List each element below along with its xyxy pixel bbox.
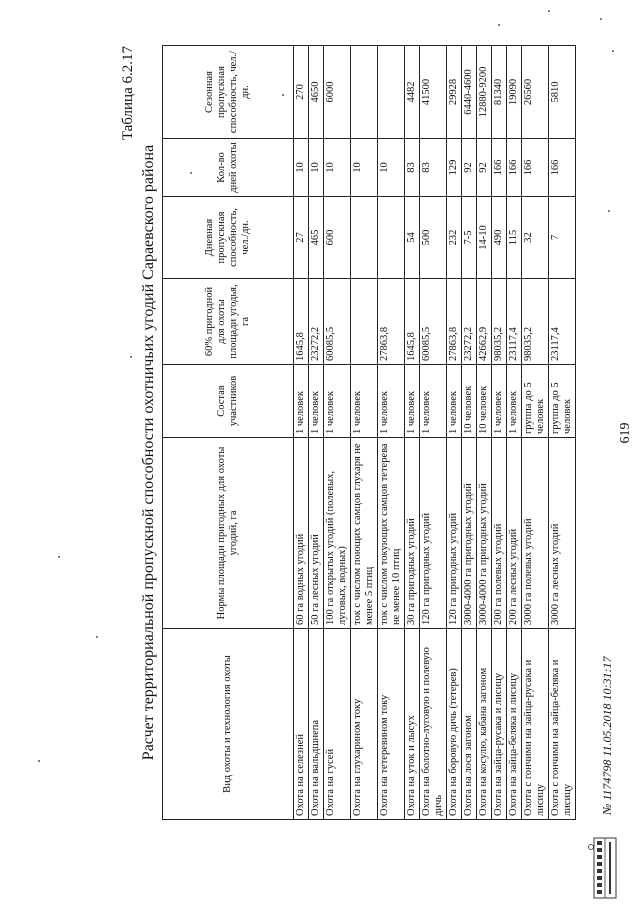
cell-season-capacity: 6440-4600 (462, 46, 477, 139)
cell-days: 10 (351, 139, 378, 197)
cell-hunt-type: Охота на зайца-беляка и лисицу (507, 629, 522, 820)
page-number: 619 (618, 422, 633, 444)
scan-speck (38, 760, 40, 762)
scan-speck (190, 172, 192, 174)
cell-daily-capacity (351, 197, 378, 279)
cell-daily-capacity: 27 (294, 197, 309, 279)
table-row (351, 46, 378, 820)
cell-hunt-type: Охота на болотно-луговую и полевую дичь (420, 629, 447, 820)
cell-area-60: 1645,8 (405, 279, 420, 365)
cell-participants: 1 человек (378, 365, 405, 438)
cell-area-60: 27863,8 (447, 279, 462, 365)
table-row (378, 46, 405, 820)
cell-daily-capacity: 7-5 (462, 197, 477, 279)
cell-area-60 (351, 279, 378, 365)
cell-days: 10 (324, 139, 351, 197)
scan-speck (130, 356, 132, 358)
cell-area-60: 23272,2 (462, 279, 477, 365)
scan-speck (498, 24, 500, 26)
cell-season-capacity: 4650 (309, 46, 324, 139)
cell-area-norm: 3000-4000 га пригодных угодий (462, 438, 477, 629)
cell-daily-capacity: 490 (492, 197, 507, 279)
cell-daily-capacity (378, 197, 405, 279)
cell-area-norm: 50 га лесных угодий (309, 438, 324, 629)
scan-speck (612, 50, 614, 52)
cell-area-norm: 200 га лесных угодий (507, 438, 522, 629)
document-footer: № 1174798 11.05.2018 10:31:17 (600, 656, 614, 815)
cell-season-capacity (351, 46, 378, 139)
cell-hunt-type: Охота на вальдшнепа (309, 629, 324, 820)
cell-days: 92 (477, 139, 492, 197)
cell-days: 166 (522, 139, 549, 197)
cell-participants: 1 человек (294, 365, 309, 438)
cell-hunt-type: Охота с гончими на зайца-беляка и лисицу (549, 629, 576, 820)
cell-days: 129 (447, 139, 462, 197)
cell-area-norm: 3000-4000 га пригодных угодий (477, 438, 492, 629)
cell-hunt-type: Охота на косулю, кабана загоном (477, 629, 492, 820)
cell-area-60: 60085,5 (420, 279, 447, 365)
table-row (549, 46, 576, 820)
cell-area-60: 42662,9 (477, 279, 492, 365)
scan-speck (548, 10, 550, 12)
cell-daily-capacity: 500 (420, 197, 447, 279)
capacity-table (162, 45, 576, 820)
cell-days: 166 (549, 139, 576, 197)
cell-daily-capacity: 465 (309, 197, 324, 279)
cell-season-capacity: 29928 (447, 46, 462, 139)
cell-season-capacity: 19090 (507, 46, 522, 139)
cell-hunt-type: Охота на глухарином току (351, 629, 378, 820)
table-row (420, 46, 447, 820)
table-body (294, 46, 576, 820)
header-area-norm: Нормы площади пригодных для охоты угодий, га (163, 438, 294, 629)
table-row (447, 46, 462, 820)
cell-area-60: 60085,5 (324, 279, 351, 365)
cell-days: 92 (462, 139, 477, 197)
cell-participants: 1 человек (447, 365, 462, 438)
cell-area-norm: 60 га водных угодий (294, 438, 309, 629)
cell-hunt-type: Охота с гончими на зайца-русака и лисицу (522, 629, 549, 820)
header-days: Кол-во дней охоты (163, 139, 294, 197)
cell-season-capacity: 81340 (492, 46, 507, 139)
cell-days: 83 (420, 139, 447, 197)
cell-daily-capacity: 7 (549, 197, 576, 279)
cell-participants: группа до 5 человек (549, 365, 576, 438)
cell-daily-capacity: 32 (522, 197, 549, 279)
scan-speck (96, 636, 98, 638)
cell-hunt-type: Охота на тетеревином току (378, 629, 405, 820)
table-row (405, 46, 420, 820)
cell-participants: группа до 5 человек (522, 365, 549, 438)
cell-area-norm: 100 га открытых угодий (полевых, луговых, водных) (324, 438, 351, 629)
cell-participants: 1 человек (507, 365, 522, 438)
cell-area-60: 1645,8 (294, 279, 309, 365)
cell-area-norm: ток с числом поющих самцов глухаря не менее 5 птиц (351, 438, 378, 629)
table-row (492, 46, 507, 820)
cell-season-capacity: 12880-9200 (477, 46, 492, 139)
cell-hunt-type: Охота на селезней (294, 629, 309, 820)
cell-season-capacity: 4482 (405, 46, 420, 139)
cell-area-60: 23272,2 (309, 279, 324, 365)
scan-speck (600, 18, 602, 20)
cell-participants: 1 человек (324, 365, 351, 438)
cell-days: 10 (294, 139, 309, 197)
cell-participants: 10 человек (477, 365, 492, 438)
cell-season-capacity: 5810 (549, 46, 576, 139)
cell-daily-capacity: 54 (405, 197, 420, 279)
table-row (507, 46, 522, 820)
cell-daily-capacity: 115 (507, 197, 522, 279)
cell-area-norm: 3000 га лесных угодий (549, 438, 576, 629)
cell-hunt-type: Охота на лося загоном (462, 629, 477, 820)
cell-hunt-type: Охота на зайца-русака и лисицу (492, 629, 507, 820)
document-title: Расчет территориальной пропускной способности охотничьих угодий Сараевского района (140, 144, 157, 761)
cell-days: 10 (309, 139, 324, 197)
cell-area-60: 27863,8 (378, 279, 405, 365)
header-daily-capacity: Дневная пропускная способность, чел./дн. (163, 197, 294, 279)
cell-season-capacity: 270 (294, 46, 309, 139)
cell-hunt-type: Охота на гусей (324, 629, 351, 820)
header-hunt-type: Вид охоты и технология охоты (163, 629, 294, 820)
cell-participants: 10 человек (462, 365, 477, 438)
cell-season-capacity (378, 46, 405, 139)
scan-speck (608, 210, 610, 212)
header-participants: Состав участников (163, 365, 294, 438)
cell-hunt-type: Охота на уток и лысух (405, 629, 420, 820)
cell-area-norm: 120 га пригодных угодий (447, 438, 462, 629)
table-row (477, 46, 492, 820)
cell-participants: 1 человек (492, 365, 507, 438)
header-area-60: 60% пригодной для охоты площади угодья, га (163, 279, 294, 365)
cell-daily-capacity: 600 (324, 197, 351, 279)
table-row (294, 46, 309, 820)
cell-daily-capacity: 14-10 (477, 197, 492, 279)
cell-days: 10 (378, 139, 405, 197)
cell-days: 166 (492, 139, 507, 197)
scan-speck (58, 556, 60, 558)
stamp-logo (588, 837, 622, 899)
cell-area-norm: 30 га пригодных угодий (405, 438, 420, 629)
cell-area-norm: ток с числом токующих самцов тетерева не менее 10 птиц (378, 438, 405, 629)
cell-area-60: 98035,2 (492, 279, 507, 365)
table-header-row (163, 46, 294, 820)
cell-area-60: 23117,4 (507, 279, 522, 365)
cell-days: 83 (405, 139, 420, 197)
cell-participants: 1 человек (351, 365, 378, 438)
cell-season-capacity: 6000 (324, 46, 351, 139)
cell-participants: 1 человек (309, 365, 324, 438)
cell-area-60: 98035,2 (522, 279, 549, 365)
table-row (462, 46, 477, 820)
cell-area-60: 23117,4 (549, 279, 576, 365)
cell-hunt-type: Охота на боровую дичь (тетерев) (447, 629, 462, 820)
cell-days: 166 (507, 139, 522, 197)
cell-area-norm: 3000 га полевых угодий (522, 438, 549, 629)
cell-area-norm: 120 га пригодных угодий (420, 438, 447, 629)
table-row (522, 46, 549, 820)
cell-daily-capacity: 232 (447, 197, 462, 279)
table-label: Таблица 6.2.17 (120, 46, 136, 141)
cell-area-norm: 200 га полевых угодий (492, 438, 507, 629)
cell-season-capacity: 26560 (522, 46, 549, 139)
scan-speck (282, 94, 284, 96)
table-row (309, 46, 324, 820)
table-row (324, 46, 351, 820)
cell-participants: 1 человек (420, 365, 447, 438)
cell-participants: 1 человек (405, 365, 420, 438)
cell-season-capacity: 41500 (420, 46, 447, 139)
header-season-capacity: Сезонная пропускная способность, чел./дн. (163, 46, 294, 139)
